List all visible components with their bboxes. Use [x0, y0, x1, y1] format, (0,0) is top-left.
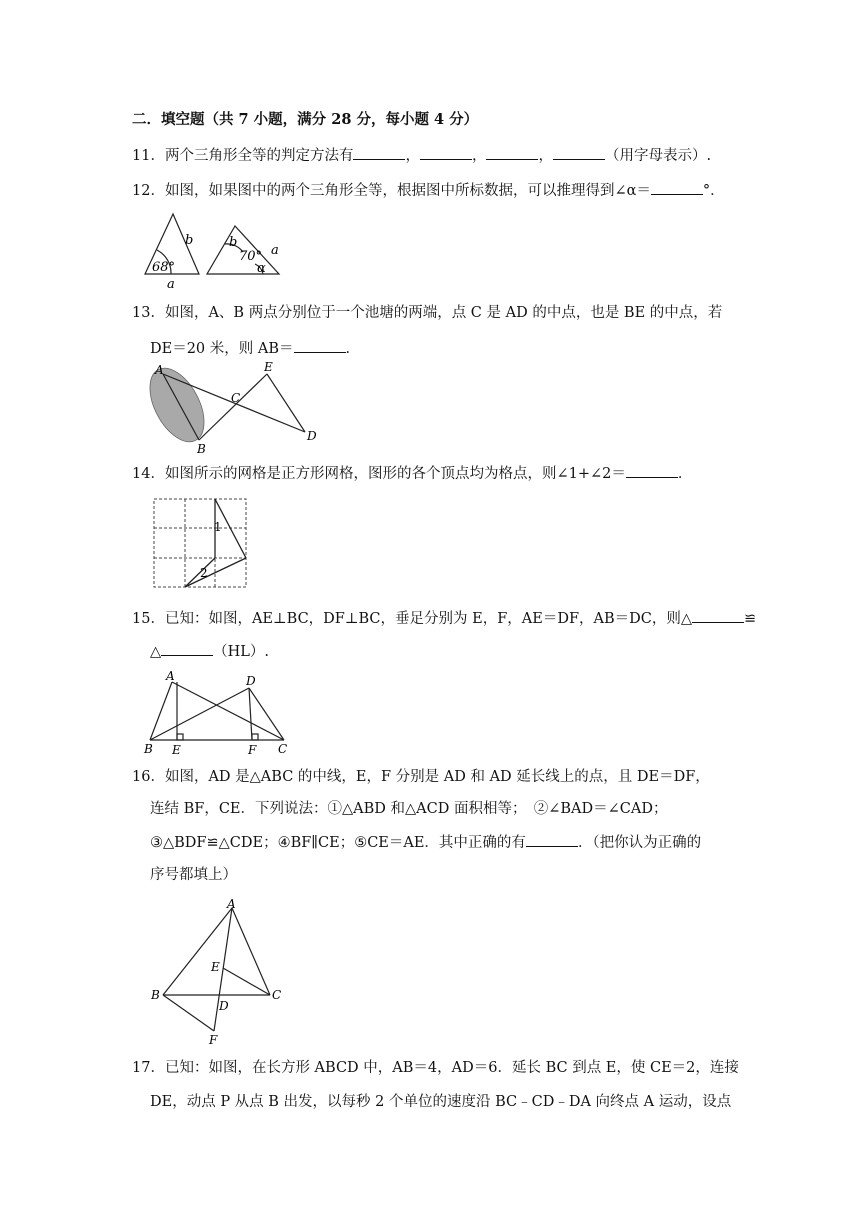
question-text: 如图，AD 是△ABC 的中线，E，F 分别是 AD 和 AD 延长线上的点，且 DE＝DF，	[164, 769, 710, 785]
question-text-end: ．	[345, 341, 361, 357]
question-17-line1	[132, 1058, 739, 1078]
question-text: 如图，如果图中的两个三角形全等，根据图中所标数据，可以推理得到∠α＝	[164, 183, 651, 199]
question-16-line3	[150, 832, 701, 853]
question-number: 11．	[132, 148, 165, 164]
point-C: C	[278, 742, 288, 756]
question-text-end: （用字母表示）.	[604, 148, 712, 164]
question-text-end: （HL）.	[213, 644, 270, 660]
angle-1-label: 1	[214, 520, 222, 534]
separator: ，	[538, 148, 553, 164]
answer-blank[interactable]	[526, 832, 578, 847]
question-17-line2: DE，动点 P 从点 B 出发，以每秒 2 个单位的速度沿 BC﹣CD﹣DA 向终点 A 运动，设点	[150, 1094, 732, 1110]
triangle-symbol: △	[150, 644, 162, 660]
point-E: E	[264, 360, 273, 374]
point-C: C	[231, 391, 241, 405]
point-A: A	[227, 898, 236, 911]
question-15-line2	[150, 641, 269, 662]
question-text: 已知：如图，AE⊥BC，DF⊥BC，垂足分别为 E，F，AE＝DF，AB＝DC，则△	[164, 611, 692, 627]
answer-blank[interactable]	[692, 608, 744, 623]
question-text-end: ．（把你认为正确的	[577, 835, 702, 851]
question-number: 12．	[132, 183, 165, 199]
point-D: D	[246, 674, 256, 688]
point-B: B	[151, 988, 160, 1002]
question-number: 17．	[132, 1060, 165, 1076]
question-14	[132, 463, 692, 484]
label-b: b	[185, 233, 194, 248]
separator: ，	[405, 148, 420, 164]
answer-blank[interactable]	[626, 463, 678, 478]
question-11	[132, 145, 711, 166]
point-E: E	[172, 743, 181, 756]
point-D: D	[219, 999, 229, 1013]
point-B: B	[144, 742, 153, 756]
question-number: 16．	[132, 769, 165, 785]
question-13-line2	[150, 338, 360, 359]
answer-blank[interactable]	[420, 145, 472, 160]
question-text: 如图，A、B 两点分别位于一个池塘的两端，点 C 是 AD 的中点，也是 BE 的中点，若	[164, 305, 723, 321]
question-12	[132, 180, 725, 201]
answer-blank[interactable]	[486, 145, 538, 160]
question-13-line1	[132, 303, 722, 323]
question-text-end: °．	[702, 183, 725, 199]
point-F: F	[248, 743, 257, 756]
answer-blank[interactable]	[651, 180, 703, 195]
angle-68: 68°	[152, 260, 176, 275]
question-number: 13．	[132, 305, 165, 321]
label-a: a	[271, 243, 279, 258]
point-E: E	[211, 960, 220, 974]
question-16-line1	[132, 767, 710, 787]
question-number: 15．	[132, 611, 165, 627]
angle-2-label: 2	[200, 566, 208, 580]
question-number: 14．	[132, 466, 165, 482]
point-A: A	[166, 669, 175, 683]
question-text-end: ．	[677, 466, 693, 482]
point-B: B	[197, 442, 206, 455]
question-text: 已知：如图，在长方形 ABCD 中，AB＝4，AD＝6．延长 BC 到点 E，使 CE＝2，连接	[164, 1060, 739, 1076]
point-A: A	[155, 363, 164, 377]
answer-blank[interactable]	[353, 145, 405, 160]
point-F: F	[209, 1033, 218, 1047]
question-text: 两个三角形全等的判定方法有	[164, 148, 354, 164]
angle-alpha: α	[257, 261, 266, 276]
q13-pond-figure	[145, 360, 325, 455]
question-16-line4: 序号都填上）	[150, 867, 237, 883]
separator: ，	[471, 148, 487, 164]
q14-grid-figure	[150, 495, 252, 591]
answer-blank[interactable]	[161, 641, 213, 656]
q16-figure	[145, 898, 290, 1048]
section-title: 二．填空题（共 7 小题，满分 28 分，每小题 4 分）	[132, 111, 479, 128]
question-text: ③△BDF≌△CDE；④BF∥CE；⑤CE＝AE．其中正确的有	[150, 835, 526, 851]
question-text: 如图所示的网格是正方形网格，图形的各个顶点均为格点，则∠1+∠2＝	[164, 466, 626, 482]
point-C: C	[272, 988, 282, 1002]
question-15-line1	[132, 608, 756, 629]
q12-triangles-figure	[135, 208, 285, 290]
angle-70: 70°	[239, 249, 263, 264]
q15-figure	[142, 668, 290, 756]
label-b: b	[229, 235, 238, 250]
question-16-line2: 连结 BF，CE．下列说法：①△ABD 和△ACD 面积相等； ②∠BAD＝∠CAD；	[150, 801, 668, 817]
answer-blank[interactable]	[553, 145, 605, 160]
label-a: a	[167, 277, 175, 290]
point-D: D	[307, 429, 317, 443]
question-text: DE＝20 米，则 AB＝	[150, 341, 294, 357]
answer-blank[interactable]	[294, 338, 346, 353]
congruent-symbol: ≌	[744, 611, 757, 627]
